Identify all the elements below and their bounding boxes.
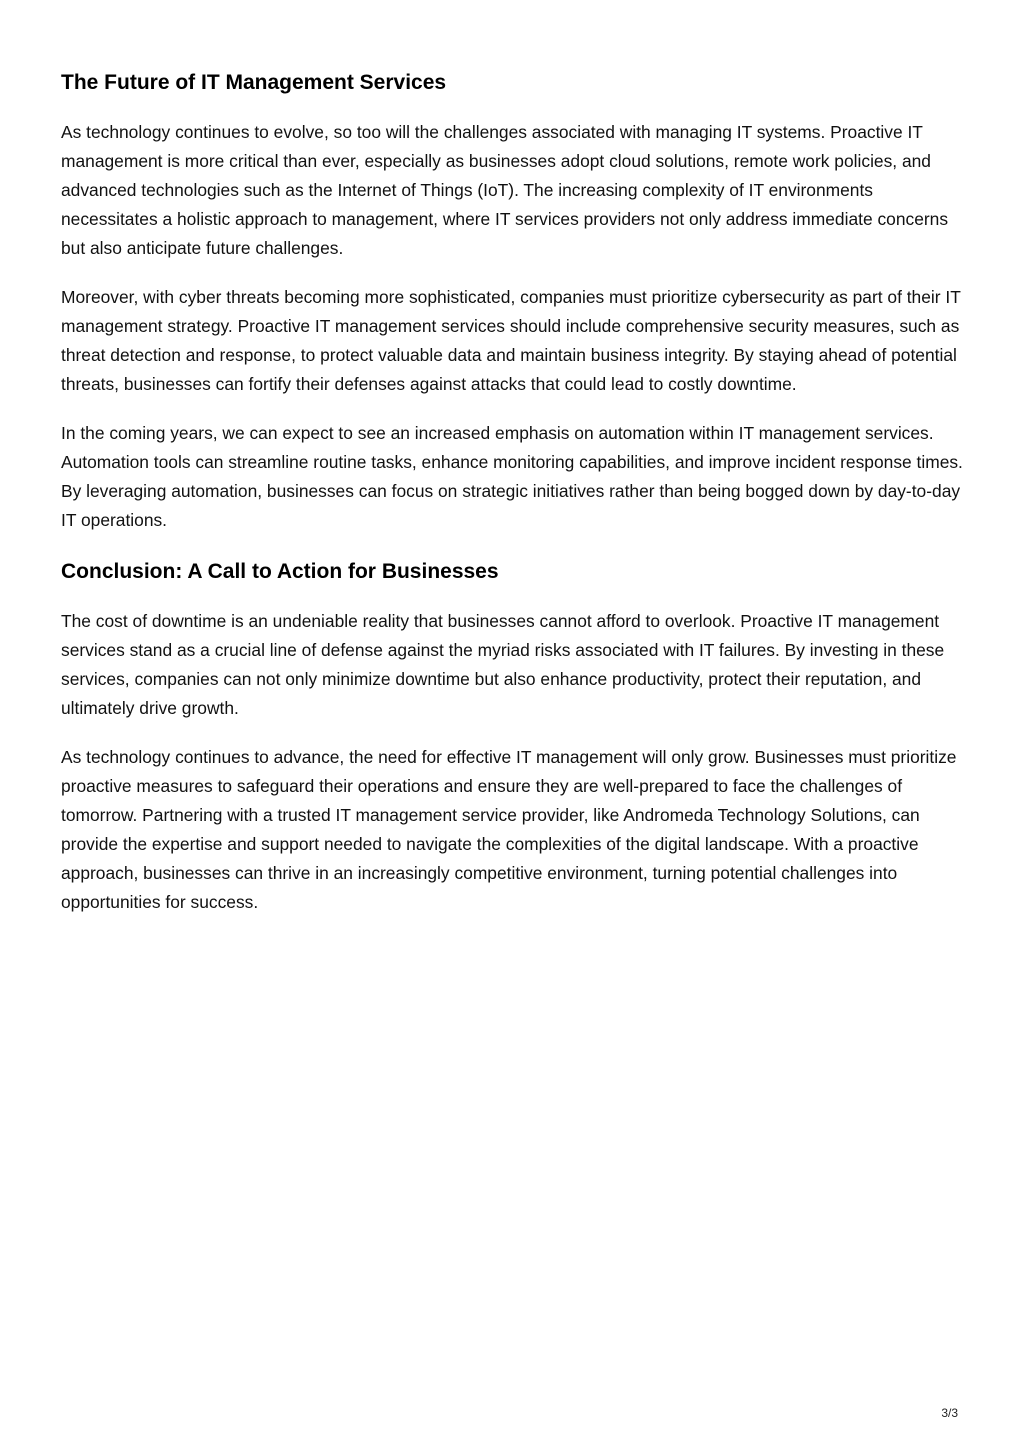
paragraph: Moreover, with cyber threats becoming more sophisticated, companies must prioritize cybersecurity as part of their IT management strategy. Proactive IT management services should include comprehensive security measures, such as threat detection and response, to protect valuable data and maintain business integrity. By staying ahead of potential threats, businesses can fortify their defenses against attacks that could lead to costly downtime. bbox=[61, 287, 961, 394]
paragraph: As technology continues to evolve, so too will the challenges associated with managing IT systems. Proactive IT management is more critical than ever, especially as businesses adopt cloud solutions, remote work policies, and advanced technologies such as the Internet of Things (IoT). The increasing complexity of IT environments necessitates a holistic approach to management, where IT services providers not only address immediate concerns but also anticipate future challenges. bbox=[61, 122, 949, 258]
section-conclusion bbox=[61, 557, 966, 917]
page-number: 3/3 bbox=[941, 1406, 958, 1420]
section-heading: Conclusion: A Call to Action for Businesses bbox=[61, 560, 499, 583]
document-page bbox=[61, 68, 966, 937]
paragraph: In the coming years, we can expect to see an increased emphasis on automation within IT management services. Automation tools can streamline routine tasks, enhance monitoring capabilities, and improve incident response times. By leveraging automation, businesses can focus on strategic initiatives rather than being bogged down by day-to-day IT operations. bbox=[61, 423, 963, 530]
paragraph: As technology continues to advance, the need for effective IT management will only grow. Businesses must prioritize proactive measures to safeguard their operations and ensure they are well-prepared to face the challenges of tomorrow. Partnering with a trusted IT management service provider, like Andromeda Technology Solutions, can provide the expertise and support needed to navigate the complexities of the digital landscape. With a proactive approach, businesses can thrive in an increasingly competitive environment, turning potential challenges into opportunities for success. bbox=[61, 747, 957, 912]
section-future-it-management bbox=[61, 68, 966, 535]
paragraph: The cost of downtime is an undeniable reality that businesses cannot afford to overlook. Proactive IT management services stand as a crucial line of defense against the myriad risks associated with IT failures. By investing in these services, companies can not only minimize downtime but also enhance productivity, protect their reputation, and ultimately drive growth. bbox=[61, 611, 945, 718]
section-heading: The Future of IT Management Services bbox=[61, 71, 447, 94]
